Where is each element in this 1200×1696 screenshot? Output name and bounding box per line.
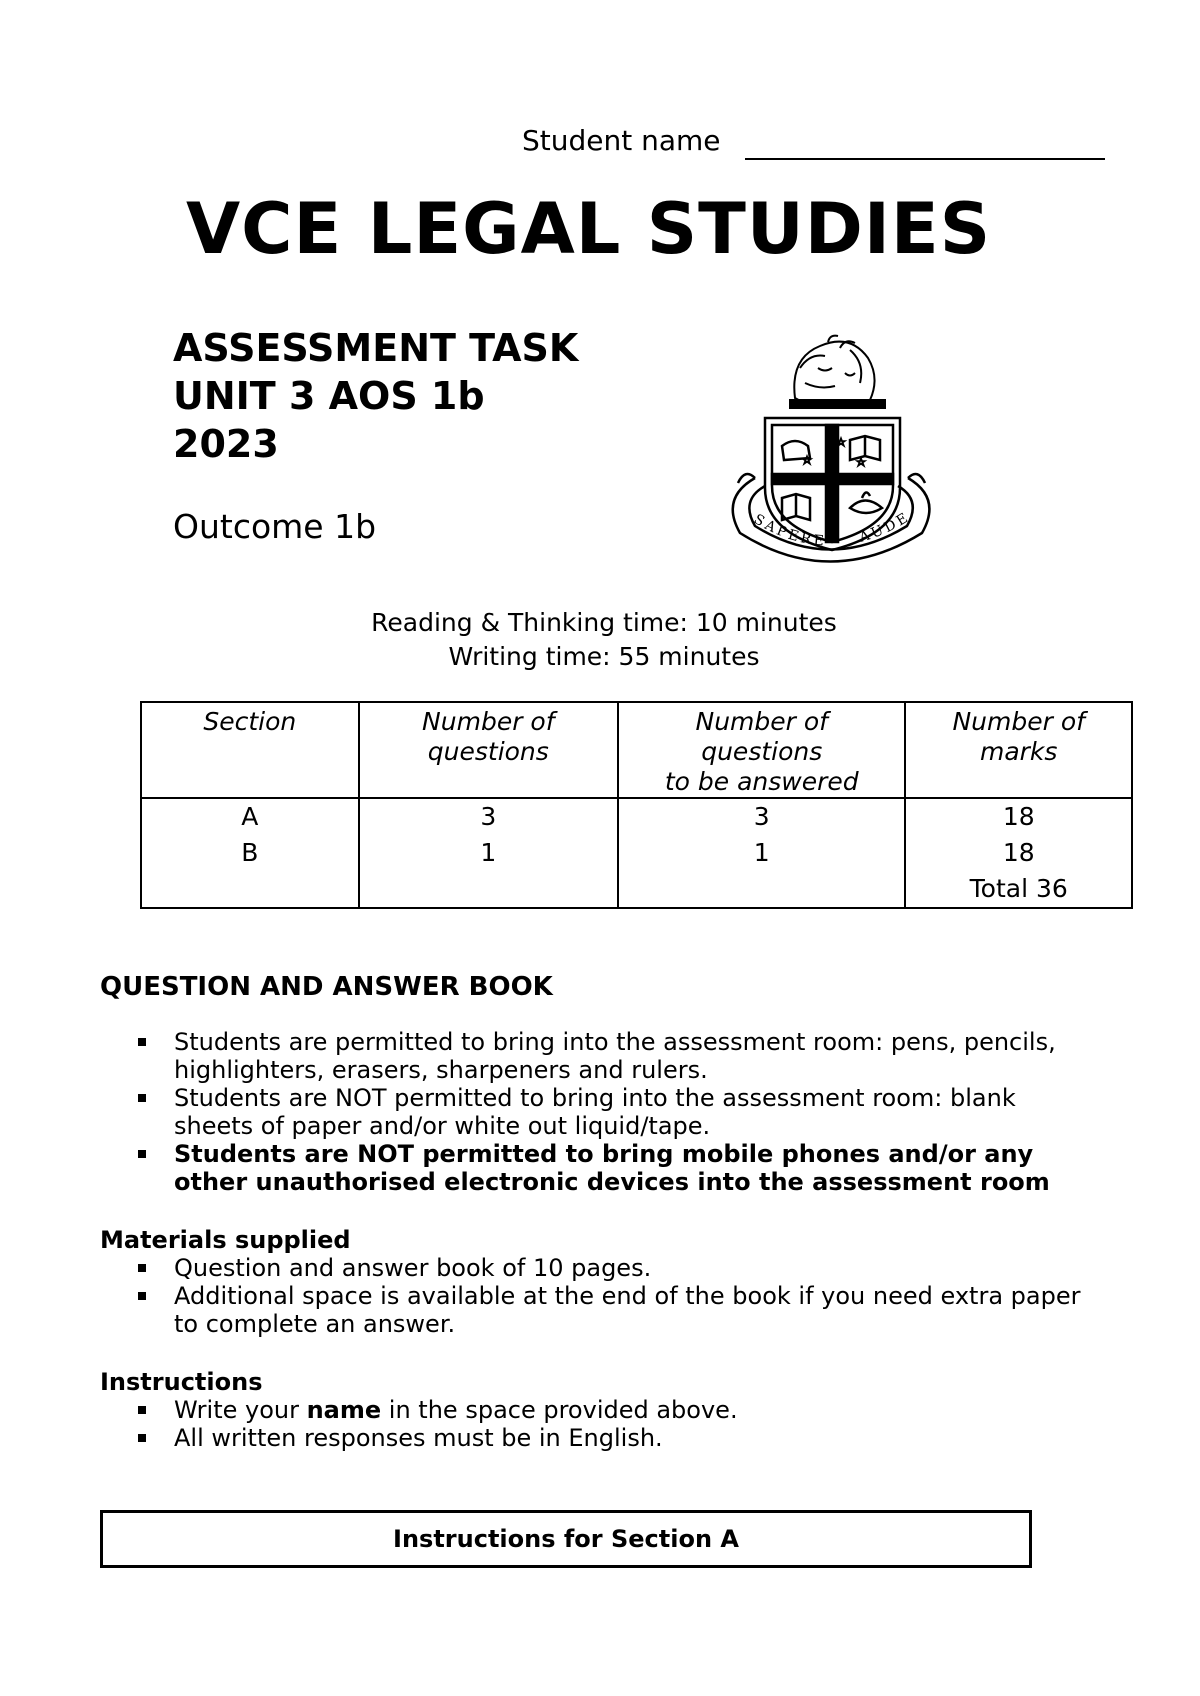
cell-value: 18 <box>1002 838 1035 867</box>
bullet-icon <box>138 1292 146 1300</box>
task-block <box>173 324 578 468</box>
header-number-of-questions <box>359 702 619 798</box>
section-cell <box>141 798 359 908</box>
bullet-icon <box>138 1038 146 1046</box>
student-name-label: Student name <box>522 124 721 157</box>
header-text: Section <box>203 707 297 736</box>
timing-block <box>0 606 1200 674</box>
header-text: Number of <box>952 707 1085 736</box>
bullet-icon <box>138 1264 146 1272</box>
list-item-text: All written responses must be in English. <box>174 1424 663 1452</box>
header-text: marks <box>979 737 1058 766</box>
list-item <box>100 1396 1110 1424</box>
list-item-text: Additional space is available at the end of the book if you need extra paper <box>174 1282 1081 1310</box>
header-text: Number of <box>695 707 828 736</box>
summary-table <box>140 701 1133 909</box>
materials-list <box>100 1254 1110 1338</box>
list-item <box>100 1282 1110 1338</box>
bullet-icon <box>138 1434 146 1442</box>
list-item <box>100 1084 1110 1140</box>
cell-value: 1 <box>753 838 770 867</box>
school-crest-logo <box>700 328 960 592</box>
answered-cell <box>618 798 905 908</box>
list-item-text: Write your <box>174 1396 307 1424</box>
cell-value: 3 <box>753 802 770 831</box>
motto-right: AUDE <box>857 508 914 546</box>
list-item <box>100 1424 1110 1452</box>
cell-value: B <box>241 838 259 867</box>
questions-cell <box>359 798 619 908</box>
header-section <box>141 702 359 798</box>
task-unit: UNIT 3 AOS 1b <box>173 374 485 418</box>
instructions-list <box>100 1396 1110 1452</box>
qa-book-heading: QUESTION AND ANSWER BOOK <box>100 972 553 1002</box>
header-text: to be answered <box>664 767 859 796</box>
list-item <box>100 1028 1110 1084</box>
bullet-icon <box>138 1406 146 1414</box>
name-emphasis: name <box>306 1396 382 1424</box>
materials-heading: Materials supplied <box>100 1226 351 1254</box>
student-name-line[interactable] <box>745 158 1105 160</box>
cell-value: A <box>241 802 259 831</box>
list-item-text: in the space provided above. <box>381 1396 738 1424</box>
list-item-text: to complete an answer. <box>174 1310 456 1338</box>
list-item-text: Students are permitted to bring into the assessment room: pens, pencils, <box>174 1028 1056 1056</box>
marks-cell <box>905 798 1132 908</box>
list-item-text: sheets of paper and/or white out liquid/tape. <box>174 1112 711 1140</box>
section-a-label: Instructions for Section A <box>393 1525 739 1553</box>
total-marks: Total 36 <box>969 874 1068 903</box>
cell-value: 3 <box>480 802 497 831</box>
list-item <box>100 1254 1110 1282</box>
task-title: ASSESSMENT TASK <box>173 326 579 370</box>
page-title: VCE LEGAL STUDIES <box>186 188 992 270</box>
header-text: Number of <box>422 707 555 736</box>
lion-crest-icon <box>790 336 885 408</box>
reading-time: Reading & Thinking time: 10 minutes <box>371 608 837 637</box>
list-item-text: Students are NOT permitted to bring mobile phones and/or any <box>174 1140 1034 1168</box>
motto-left: SAPERE <box>750 511 828 550</box>
header-text: questions <box>701 737 823 766</box>
list-item-text: highlighters, erasers, sharpeners and rulers. <box>174 1056 708 1084</box>
table-row <box>141 798 1132 908</box>
list-item <box>100 1140 1110 1196</box>
instructions-heading: Instructions <box>100 1368 263 1396</box>
bullet-icon <box>138 1094 146 1102</box>
cell-value: 18 <box>1002 802 1035 831</box>
svg-text:AUDE <box>856 509 913 546</box>
cell-value: 1 <box>480 838 497 867</box>
header-questions-to-answer <box>618 702 905 798</box>
bullet-icon <box>138 1150 146 1158</box>
permissions-list <box>100 1028 1110 1196</box>
writing-time: Writing time: 55 minutes <box>448 642 760 671</box>
header-text: questions <box>427 737 549 766</box>
list-item-text: Question and answer book of 10 pages. <box>174 1254 652 1282</box>
list-item-text: Students are NOT permitted to bring into the assessment room: blank <box>174 1084 1016 1112</box>
section-a-instructions-box <box>100 1510 1032 1568</box>
header-number-of-marks <box>905 702 1132 798</box>
table-header-row <box>141 702 1132 798</box>
task-year: 2023 <box>173 422 279 466</box>
outcome-label: Outcome 1b <box>173 507 377 546</box>
list-item-text: other unauthorised electronic devices into the assessment room <box>174 1168 1050 1196</box>
